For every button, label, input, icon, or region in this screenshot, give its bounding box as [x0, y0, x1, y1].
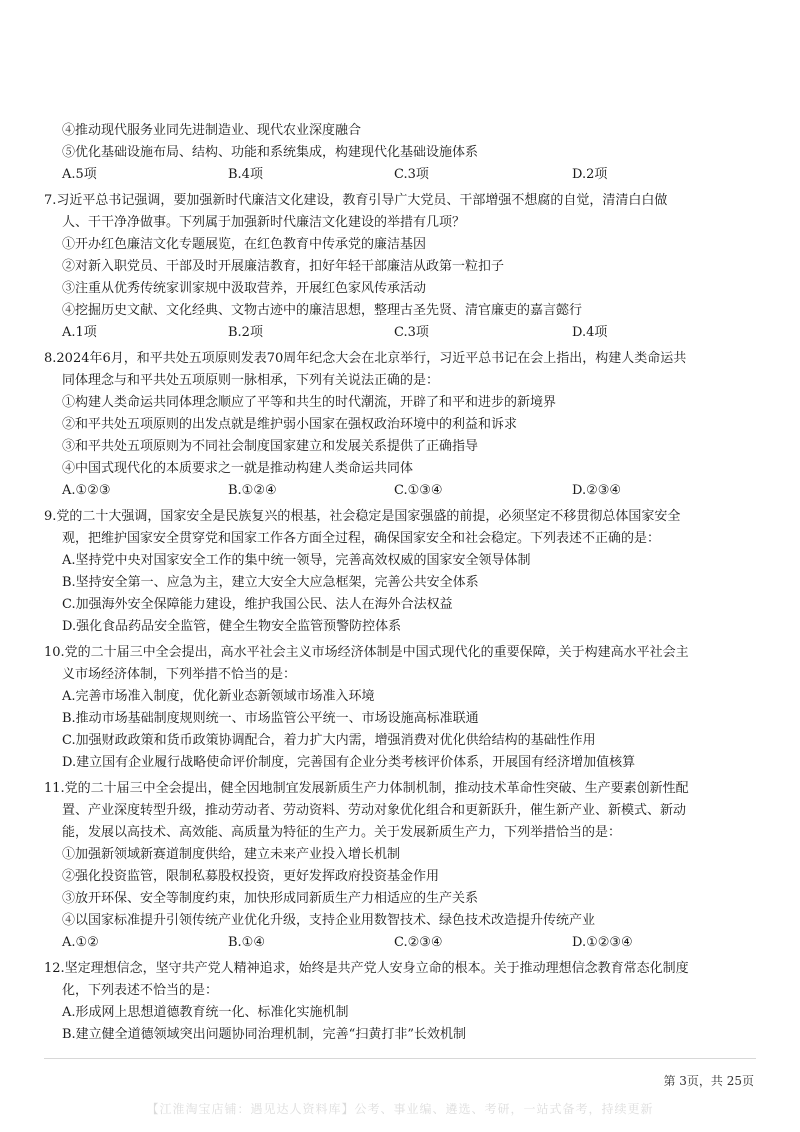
q7-item-1: ①开办红色廉洁文化专题展览，在红色教育中传承党的廉洁基因: [62, 237, 427, 252]
q11-option-a: A.①②: [62, 935, 99, 950]
q12-stem-line-2: 化，下列表述不恰当的是：: [62, 983, 219, 998]
q6-item-5: ⑤优化基础设施布局、结构、功能和系统集成，构建现代化基础设施体系: [62, 145, 479, 160]
q8-option-b: B.①②④: [228, 483, 277, 498]
q9-option-c: C.加强海外安全保障能力建设，维护我国公民、法人在海外合法权益: [62, 597, 453, 612]
q8-stem-line-1: 8.2024年6月，和平共处五项原则发表70周年纪念大会在北京举行，习近平总书记在会上指出，构建人类命运共: [44, 351, 687, 366]
q11-option-d: D.①②③④: [572, 935, 633, 950]
q7-option-d: D.4项: [572, 325, 608, 340]
q8-stem-line-2: 同体理念与和平共处五项原则一脉相承，下列有关说法正确的是：: [62, 373, 440, 388]
q6-option-a: A.5项: [62, 167, 97, 182]
q10-option-a: A.完善市场准入制度，优化新业态新领域市场准入环境: [62, 689, 375, 704]
footer-watermark: 【江淮淘宝店铺：遇见达人资料库】公考、事业编、遴选、考研，一站式备考，持续更新: [146, 1102, 654, 1116]
q11-stem-line-2: 置、产业深度转型升级，推动劳动者、劳动资料、劳动对象优化组合和更新跃升，催生新产业、新模式、新动: [62, 803, 687, 818]
q6-options: [62, 166, 722, 184]
q11-stem-line-3: 能，发展以高技术、高效能、高质量为特征的生产力。关于发展新质生产力，下列举措恰当的是：: [62, 825, 622, 840]
q11-item-4: ④以国家标准提升引领传统产业优化升级，支持企业用数智技术、绿色技术改造提升传统产业: [62, 913, 596, 928]
q9-option-b: B.坚持安全第一、应急为主，建立大安全大应急框架，完善公共安全体系: [62, 575, 479, 590]
q9-stem-line-2: 观，把维护国家安全贯穿党和国家工作各方面全过程，确保国家安全和社会稳定。下列表述不正确的是：: [62, 531, 661, 546]
q8-item-4: ④中国式现代化的本质要求之一就是推动构建人类命运共同体: [62, 461, 414, 476]
q8-item-1: ①构建人类命运共同体理念顺应了平等和共生的时代潮流，开辟了和平和进步的新境界: [62, 395, 557, 410]
q9-stem-line-1: 9.党的二十大强调，国家安全是民族复兴的根基，社会稳定是国家强盛的前提，必须坚定不移贯彻总体国家安全: [44, 509, 681, 524]
q6-item-4: ④推动现代服务业同先进制造业、现代农业深度融合: [62, 123, 362, 138]
q7-option-b: B.2项: [228, 325, 263, 340]
q10-option-b: B.推动市场基础制度规则统一、市场监管公平统一、市场设施高标准联通: [62, 711, 479, 726]
q7-options: [62, 324, 722, 342]
q10-option-c: C.加强财政政策和货币政策协调配合，着力扩大内需，增强消费对优化供给结构的基础性作用: [62, 733, 596, 748]
q6-option-b: B.4项: [228, 167, 263, 182]
q11-option-b: B.①④: [228, 935, 265, 950]
q10-stem-line-1: 10.党的二十届三中全会提出，高水平社会主义市场经济体制是中国式现代化的重要保障，关于构建高水平社会主: [44, 645, 689, 660]
footer-divider: [44, 1058, 756, 1059]
q11-item-3: ③放开环保、安全等制度约束，加快形成同新质生产力相适应的生产关系: [62, 891, 479, 906]
q6-option-d: D.2项: [572, 167, 608, 182]
q7-item-4: ④挖掘历史文献、文化经典、文物古迹中的廉洁思想，整理古圣先贤、清官廉吏的嘉言懿行: [62, 303, 583, 318]
q6-option-c: C.3项: [394, 167, 429, 182]
q7-option-a: A.1项: [62, 325, 97, 340]
q8-option-d: D.②③④: [572, 483, 622, 498]
q12-stem-line-1: 12.坚定理想信念，坚守共产党人精神追求，始终是共产党人安身立命的根本。关于推动理想信念教育常态化制度: [44, 961, 689, 976]
q12-option-b: B.建立健全道德领域突出问题协同治理机制，完善“扫黄打非”长效机制: [62, 1027, 466, 1042]
q8-item-3: ③和平共处五项原则为不同社会制度国家建立和发展关系提供了正确指导: [62, 439, 479, 454]
q7-stem-line-2: 人、干干净净做事。下列属于加强新时代廉洁文化建设的举措有几项？: [62, 215, 466, 230]
q10-stem-line-2: 义市场经济体制，下列举措不恰当的是：: [62, 667, 297, 682]
q7-stem-line-1: 7.习近平总书记强调，要加强新时代廉洁文化建设，教育引导广大党员、干部增强不想腐的自觉，清清白白做: [44, 193, 668, 208]
q12-option-a: A.形成网上思想道德教育统一化、标准化实施机制: [62, 1005, 349, 1020]
q11-stem-line-1: 11.党的二十届三中全会提出，健全因地制宜发展新质生产力体制机制，推动技术革命性突破、生产要素创新性配: [44, 781, 689, 796]
q9-option-a: A.坚持党中央对国家安全工作的集中统一领导，完善高效权威的国家安全领导体制: [62, 553, 531, 568]
q11-options: [62, 934, 722, 952]
q11-option-c: C.②③④: [394, 935, 443, 950]
q7-option-c: C.3项: [394, 325, 429, 340]
q9-option-d: D.强化食品药品安全监管，健全生物安全监管预警防控体系: [62, 619, 402, 634]
q11-item-1: ①加强新领域新赛道制度供给，建立未来产业投入增长机制: [62, 847, 401, 862]
q8-option-c: C.①③④: [394, 483, 443, 498]
q10-option-d: D.建立国有企业履行战略使命评价制度，完善国有企业分类考核评价体系，开展国有经济增加值核算: [62, 755, 636, 770]
q8-option-a: A.①②③: [62, 483, 111, 498]
q8-item-2: ②和平共处五项原则的出发点就是维护弱小国家在强权政治环境中的利益和诉求: [62, 417, 518, 432]
q11-item-2: ②强化投资监管，限制私募股权投资，更好发挥政府投资基金作用: [62, 869, 440, 884]
q7-item-3: ③注重从优秀传统家训家规中汲取营养，开展红色家风传承活动: [62, 281, 427, 296]
q8-options: [62, 482, 722, 500]
q7-item-2: ②对新入职党员、干部及时开展廉洁教育，扣好年轻干部廉洁从政第一粒扣子: [62, 259, 505, 274]
page-number: 第 3页，共 25页: [663, 1074, 754, 1088]
